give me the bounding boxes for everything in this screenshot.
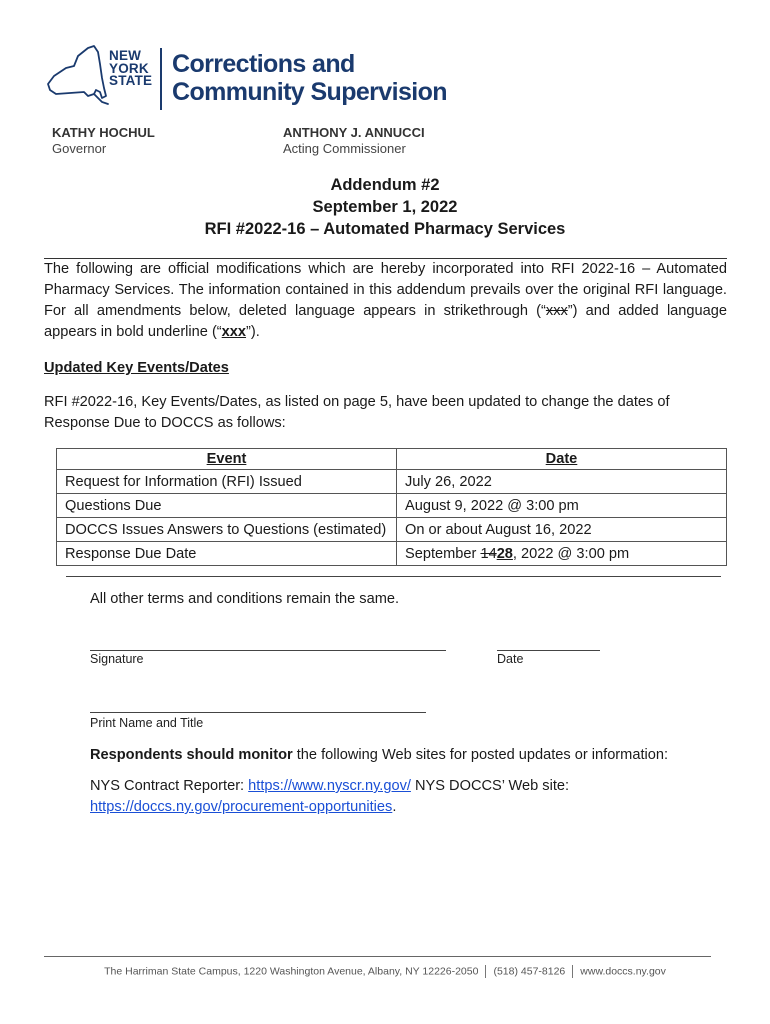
new-york-state-map-icon — [44, 42, 110, 112]
footer-separator — [572, 965, 573, 978]
date-cell: On or about August 16, 2022 — [397, 518, 727, 542]
agency-name-line1: Corrections and — [172, 50, 355, 78]
footer-website: www.doccs.ny.gov — [580, 965, 666, 978]
signature-line[interactable] — [90, 650, 446, 651]
table-row — [57, 470, 727, 494]
agency-name-line2: Community Supervision — [172, 78, 447, 106]
bold-underline-sample: xxx — [221, 324, 247, 340]
footer-phone: (518) 457-8126 — [493, 965, 566, 978]
addendum-date: September 1, 2022 — [312, 198, 458, 216]
key-events-table — [56, 448, 727, 566]
event-cell: Request for Information (RFI) Issued — [57, 470, 397, 494]
date-cell-amended — [397, 542, 727, 566]
agency-name — [172, 50, 447, 106]
table-row — [57, 494, 727, 518]
intro-text-start: The following are official modifications which are hereby incorporated into RFI 2022-16 – Automated Pharmacy Services. The information contained in this addendum prevails over the original RFI language. For all amendments below, deleted language appears in strikethrough (“ — [44, 261, 727, 319]
section-title: Updated Key Events/Dates — [44, 360, 229, 376]
date-suffix: , 2022 @ 3:00 pm — [512, 545, 630, 562]
document-title — [0, 174, 770, 240]
official-governor — [52, 125, 155, 157]
doccs-procurement-link[interactable]: https://doccs.ny.gov/procurement-opportunities — [90, 799, 393, 815]
other-terms: All other terms and conditions remain the same. — [90, 591, 400, 607]
strikethrough-sample: xxx — [545, 303, 568, 319]
state-wordmark — [109, 50, 152, 88]
table-row — [57, 518, 727, 542]
event-cell: DOCCS Issues Answers to Questions (estimated) — [57, 518, 397, 542]
reporter-label: NYS Contract Reporter: — [90, 778, 249, 794]
print-name-label: Print Name and Title — [90, 716, 204, 730]
intro-text-middle: ”) and added language appears in bold underline (“ — [44, 303, 727, 340]
rfi-title: RFI #2022-16 – Automated Pharmacy Services — [204, 220, 566, 238]
table-bottom-rule — [66, 576, 721, 577]
header-date: Date — [397, 449, 727, 470]
date-cell: August 9, 2022 @ 3:00 pm — [397, 494, 727, 518]
date-label: Date — [497, 652, 524, 666]
date-cell: July 26, 2022 — [397, 470, 727, 494]
table-header-row — [57, 449, 727, 470]
footer-separator — [485, 965, 486, 978]
date-line[interactable] — [497, 650, 600, 651]
official-commissioner — [283, 125, 425, 157]
state-line-york: YORK — [109, 60, 149, 76]
header-event: Event — [57, 449, 397, 470]
event-cell: Questions Due — [57, 494, 397, 518]
intro-paragraph — [44, 259, 727, 343]
signature-label: Signature — [90, 652, 144, 666]
intro-text-end: ”). — [246, 324, 260, 340]
footer-rule — [44, 956, 711, 957]
contract-reporter-link[interactable]: https://www.nyscr.ny.gov/ — [248, 778, 411, 794]
monitor-bold: Respondents should monitor — [90, 747, 293, 763]
footer-address: The Harriman State Campus, 1220 Washington Avenue, Albany, NY 12226-2050 — [104, 965, 479, 978]
section-text: RFI #2022-16, Key Events/Dates, as listed on page 5, have been updated to change the dates of Response Due to DOCCS as follows: — [44, 394, 670, 431]
governor-name: KATHY HOCHUL — [52, 125, 155, 140]
table-row — [57, 542, 727, 566]
monitor-rest: the following Web sites for posted updates or information: — [292, 747, 669, 763]
addendum-number: Addendum #2 — [330, 176, 440, 194]
state-line-new: NEW — [109, 48, 142, 63]
print-name-line[interactable] — [90, 712, 426, 713]
footer — [0, 965, 770, 978]
date-struck: 14 — [480, 545, 497, 562]
commissioner-name: ANTHONY J. ANNUCCI — [283, 125, 425, 140]
commissioner-title: Acting Commissioner — [283, 141, 406, 156]
governor-title: Governor — [52, 141, 107, 156]
state-line-state: STATE — [109, 73, 153, 88]
event-cell: Response Due Date — [57, 542, 397, 566]
logo-divider — [160, 48, 162, 110]
websites-end: . — [392, 799, 397, 815]
date-added: 28 — [496, 545, 513, 562]
monitor-notice — [90, 745, 730, 766]
date-prefix: September — [405, 545, 481, 562]
doccs-label: NYS DOCCS’ Web site: — [410, 778, 570, 794]
websites-paragraph — [90, 776, 710, 818]
